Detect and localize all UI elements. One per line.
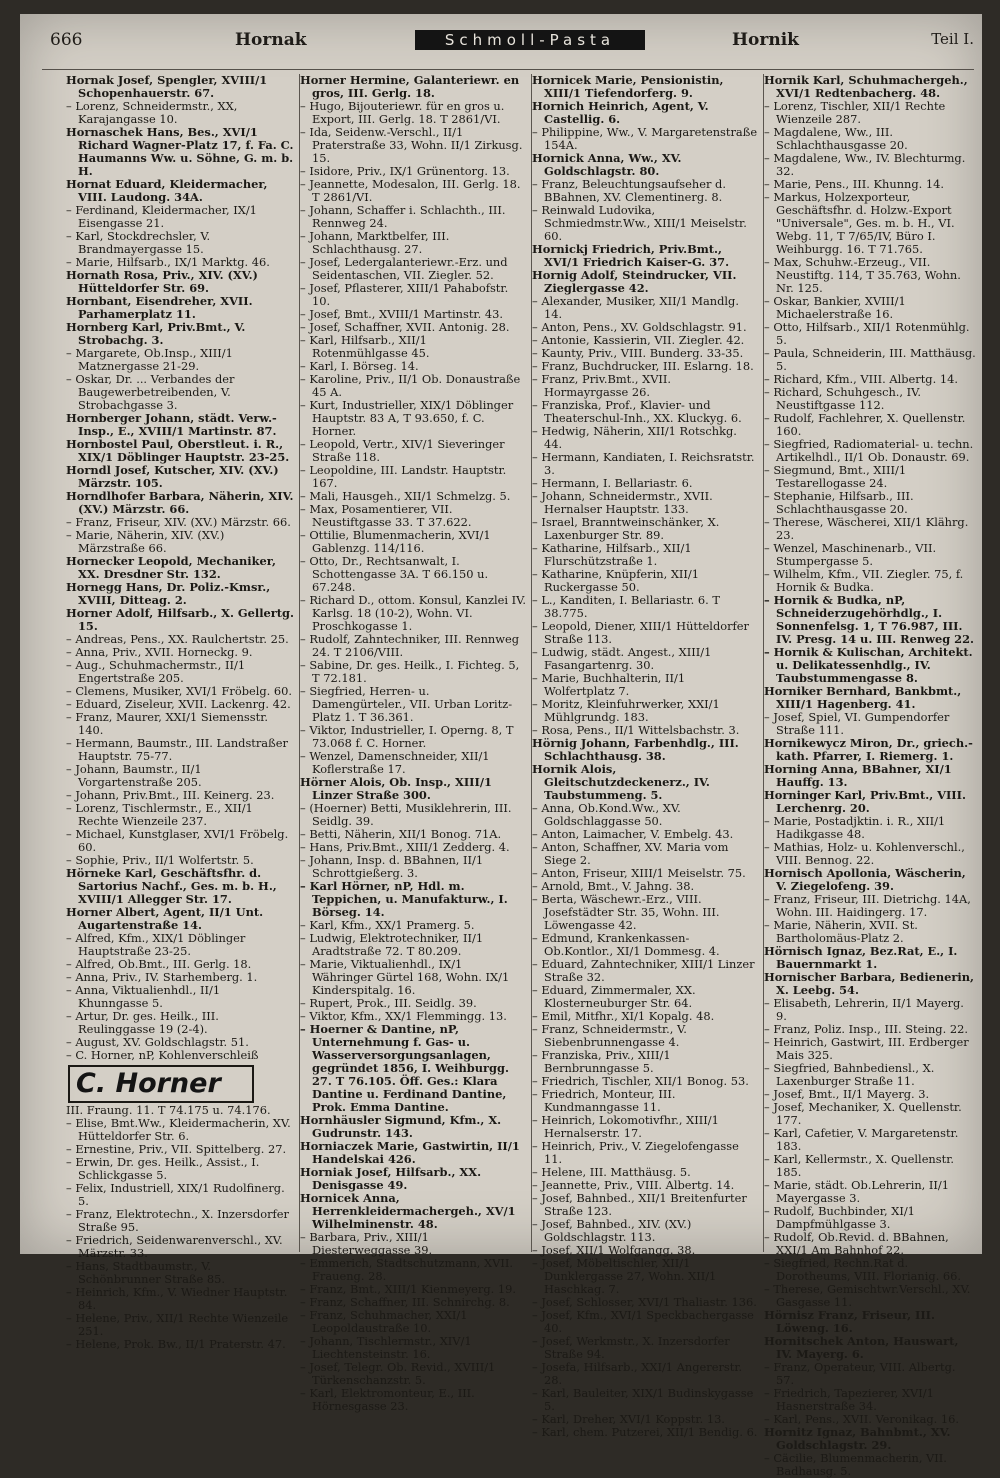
directory-entry: – Wenzel, Damenschneider, XII/1 Koflerstraße 17. (300, 749, 490, 776)
directory-entry: Hornick Anna, Ww., XV. Goldschlagstr. 80. (532, 151, 682, 178)
directory-entry: – Oskar, Bankier, XVIII/1 Michaelerstraße 16. (764, 294, 906, 321)
directory-entry: – Franz, Schneidermstr., V. Siebenbrunnengasse 4. (532, 1022, 687, 1049)
directory-entry: – Rudolf, Buchbinder, XI/1 Dampfmühlgasse 3. (764, 1204, 915, 1231)
directory-entry: – Anna, Priv., IV. Starhemberg. 1. (66, 970, 258, 984)
directory-entry: – Rupert, Prok., III. Seidlg. 39. (300, 996, 477, 1010)
directory-entry: – Eduard, Zimmermaler, XX. Klosterneuburger Str. 64. (532, 983, 696, 1010)
directory-entry: – Marie, Postadjktin. i. R., XII/1 Hadikgasse 48. (764, 814, 946, 841)
directory-entry: – Hermann, Kandiaten, I. Reichsratstr. 3. (532, 450, 755, 477)
directory-entry: – Magdalene, Ww., III. Schlachthausgasse 20. (764, 125, 908, 152)
directory-entry: – Johann, Insp. d. BBahnen, II/1 Schrottgießerg. 3. (300, 853, 484, 880)
directory-entry: Hornig Adolf, Steindrucker, VII. Zieglergasse 42. (532, 268, 737, 295)
header-rule (42, 69, 974, 70)
directory-entry: Horndl Josef, Kutscher, XIV. (XV.) Märzstr. 105. (66, 463, 279, 490)
directory-entry: – Anton, Laimacher, V. Embelg. 43. (532, 827, 734, 841)
directory-entry: Hornicek Anna, Herrenkleidermachergeh., XV/1 Wilhelminenstr. 48. (300, 1191, 516, 1231)
directory-entry: Hornbant, Eisendreher, XVII. Parhamerplatz 11. (66, 294, 253, 321)
directory-entry: – Stephanie, Hilfsarb., III. Schlachthausgasse 20. (764, 489, 914, 516)
directory-entry: Hornegg Hans, Dr. Poliz.-Kmsr., XVIII, Ditteag. 2. (66, 580, 271, 607)
directory-entry: – Leopold, Vertr., XIV/1 Sieveringer Straße 118. (300, 437, 505, 464)
directory-entry: – Johann, Baumstr., II/1 Vorgartenstraße 205. (66, 762, 202, 789)
directory-entry: Horning Anna, BBahner, XI/1 Hauffg. 13. (764, 762, 952, 789)
directory-entry: – Karl, Elektromonteur, E., III. Hörnesgasse 23. (300, 1386, 475, 1413)
directory-entry: – Hermann, I. Bellariastr. 6. (532, 476, 693, 490)
directory-entry: Hornberger Johann, städt. Verw.-Insp., E., XVIII/1 Martinstr. 87. (66, 411, 277, 438)
directory-entry: Hörnisch Ignaz, Bez.Rat, E., I. Bauernmarkt 1. (764, 944, 958, 971)
directory-entry: – Magdalene, Ww., IV. Blechturmg. 32. (764, 151, 966, 178)
directory-entry: – Hornik & Budka, nP, Schneiderzugehörhdlg., I. Sonnenfelsg. 1, T 76.987, III. IV. Presg. 14 u. III. Renweg 22. (764, 593, 974, 646)
directory-entry: Hornberg Karl, Priv.Bmt., V. Strobachg. 3. (66, 320, 246, 347)
directory-entry: – Franz, Bmt., XIII/1 Kienmeyerg. 19. (300, 1282, 516, 1296)
directory-entry: – Ida, Seidenw.-Verschl., II/1 Praterstraße 33, Wohn. II/1 Zirkusg. 15. (300, 125, 523, 165)
directory-entry: Hornickj Friedrich, Priv.Bmt., XVI/1 Friedrich Kaiser-G. 37. (532, 242, 730, 269)
directory-entry: – Josef, Schaffner, XVII. Antonig. 28. (300, 320, 510, 334)
directory-entry: – Karl, Dreher, XVI/1 Koppstr. 13. (532, 1412, 725, 1426)
directory-entry: Horniker Bernhard, Bankbmt., XIII/1 Hagenberg. 41. (764, 684, 962, 711)
directory-entry: – Franz, Friseur, III. Dietrichg. 14A, Wohn. III. Haidingerg. 17. (764, 892, 971, 919)
directory-entry: – Karl, Cafetier, V. Margaretenstr. 183. (764, 1126, 959, 1153)
directory-entry: – Siegmund, Bmt., XIII/1 Testarellogasse 24. (764, 463, 907, 490)
directory-entry: III. Fraung. 11. T 74.175 u. 74.176. (66, 1103, 271, 1117)
directory-entry: – Katharine, Knüpferin, XII/1 Ruckergasse 50. (532, 567, 700, 594)
directory-entry: – Franz, Operateur, VIII. Albertg. 57. (764, 1360, 956, 1387)
directory-entry: – Wenzel, Maschinenarb., VII. Stumpergasse 5. (764, 541, 937, 568)
directory-entry: – Rosa, Pens., II/1 Wittelsbachstr. 3. (532, 723, 740, 737)
directory-entry: – Josef, Bmt., XVIII/1 Martinstr. 43. (300, 307, 503, 321)
directory-entry: – Felix, Industriell, XIX/1 Rudolfinerg. 5. (66, 1181, 285, 1208)
directory-entry: – Markus, Holzexporteur, Geschäftsfhr. d. Holzw.-Export "Universale", Ges. m. b. H., VI. Webg. 11, T 7/65/IV, Büro I. Weihburgg. 16. T 71.765. (764, 190, 955, 256)
directory-entry: – Erwin, Dr. ges. Heilk., Assist., I. Schlickgasse 5. (66, 1155, 260, 1182)
directory-entry: – Franz, Schuhmacher, XXI/1 Leopoldaustraße 10. (300, 1308, 468, 1335)
directory-entry: – Paula, Schneiderin, III. Matthäusg. 5. (764, 346, 976, 373)
directory-entry: – Helene, Priv., XII/1 Rechte Wienzeile 251. (66, 1311, 289, 1338)
directory-entry: – Friedrich, Monteur, III. Kundmanngasse 11. (532, 1087, 676, 1114)
directory-entry: – Sabine, Dr. ges. Heilk., I. Fichteg. 5, T 72.181. (300, 658, 520, 685)
directory-entry: – Rudolf, Ob.Revid. d. BBahnen, XXI/1 Am Bahnhof 22. (764, 1230, 949, 1257)
directory-entry: – Franz, Priv.Bmt., XVII. Hormayrgasse 26. (532, 372, 672, 399)
directory-entry: – Rudolf, Zahntechniker, III. Rennweg 24. T 2106/VIII. (300, 632, 520, 659)
directory-entry: – Friedrich, Tapezierer, XVI/1 Hasnerstraße 34. (764, 1386, 934, 1413)
directory-entry: Horner Adolf, Hilfsarb., X. Gellertg. 15. (66, 606, 294, 633)
directory-entry: – Marie, Pens., III. Khunng. 14. (764, 177, 945, 191)
directory-entry: – Franz, Buchdrucker, III. Eslarng. 18. (532, 359, 754, 373)
directory-entry: – Karl, Kellermstr., X. Quellenstr. 185. (764, 1152, 955, 1179)
directory-entry: – Ludwig, städt. Angest., XIII/1 Fasangartenrg. 30. (532, 645, 712, 672)
directory-entry: – Josef, Mechaniker, X. Quellenstr. 177. (764, 1100, 962, 1127)
directory-entry: – Johann, Schneidermstr., XVII. Hernalser Hauptstr. 133. (532, 489, 713, 516)
directory-entry: – Johann, Priv.Bmt., III. Keinerg. 23. (66, 788, 275, 802)
directory-entry: – Johann, Schaffer i. Schlachth., III. Rennweg 24. (300, 203, 506, 230)
directory-entry: – Josef, Möbeltischler, XII/1 Dunklergasse 27, Wohn. XII/1 Haschkag. 7. (532, 1256, 717, 1296)
directory-entry: – August, XV. Goldschlagstr. 51. (66, 1035, 249, 1049)
directory-entry: Horner Hermine, Galanteriewr. en gros, III. Gerlg. 18. (300, 73, 520, 100)
directory-entry: – Elise, Bmt.Ww., Kleidermacherin, XV. Hütteldorfer Str. 6. (66, 1116, 291, 1143)
directory-entry: – Hoerner & Dantine, nP, Unternehmung f. Gas- u. Wasserversorgungsanlagen, gegründet 1856, I. Weihburgg. 27. T 76.105. Öff. Ges.: Klara Dantine u. Ferdinand Dantine, Prok. Emma Dantine. (300, 1022, 509, 1114)
directory-entry: – Karl, Kfm., XX/1 Pramerg. 5. (300, 918, 475, 932)
directory-entry: – Hedwig, Näherin, XII/1 Rotschkg. 44. (532, 424, 737, 451)
directory-entry: Hornecker Leopold, Mechaniker, XX. Dresdner Str. 132. (66, 554, 276, 581)
directory-entry: – Elisabeth, Lehrerin, II/1 Mayerg. 9. (764, 996, 964, 1023)
directory-entry: – Richard, Schuhgesch., IV. Neustiftgasse 112. (764, 385, 922, 412)
directory-entry: – Helene, III. Matthäusg. 5. (532, 1165, 691, 1179)
directory-entry: – Therese, Gemischtwr.Verschl., XV. Gasgasse 11. (764, 1282, 971, 1309)
directory-entry: – Franz, Friseur, XIV. (XV.) Märzstr. 66. (66, 515, 291, 529)
directory-entry: – Aug., Schuhmachermstr., II/1 Engertstraße 205. (66, 658, 246, 685)
directory-entry: Hörneke Karl, Geschäftsfhr. d. Sartorius Nachf., Ges. m. b. H., XVIII/1 Allegger Str. 17. (66, 866, 277, 906)
column-3 (532, 73, 764, 1439)
directory-entry: – Max, Posamentierer, VII. Neustiftgasse 33. T 37.622. (300, 502, 472, 529)
directory-entry: – Alexander, Musiker, XII/1 Mandlg. 14. (532, 294, 739, 321)
directory-entry: – L., Kanditen, I. Bellariastr. 6. T 38.775. (532, 593, 720, 620)
ad-banner: Schmoll-Pasta (415, 30, 645, 50)
directory-entry: Hornikewycz Miron, Dr., griech.-kath. Pfarrer, I. Riemerg. 1. (764, 736, 973, 763)
directory-entry: – Andreas, Pens., XX. Raulchertstr. 25. (66, 632, 289, 646)
directory-entry: – Max, Schuhw.-Erzeug., VII. Neustiftg. 114, T 35.763, Wohn. Nr. 125. (764, 255, 961, 295)
directory-entry: – Antonie, Kassierin, VII. Ziegler. 42. (532, 333, 745, 347)
directory-entry: – Marie, Buchhalterin, II/1 Wolfertplatz 7. (532, 671, 686, 698)
directory-entry: – Josef, Pflasterer, XIII/1 Pahabofstr. 10. (300, 281, 509, 308)
directory-entry: – Moritz, Kleinfuhrwerker, XXI/1 Mühlgrundg. 183. (532, 697, 720, 724)
part-label: Teil I. (931, 30, 974, 48)
directory-entry: – Franz, Elektrotechn., X. Inzersdorfer Straße 95. (66, 1207, 289, 1234)
directory-entry: – Ottilie, Blumenmacherin, XVI/1 Gablenzg. 114/116. (300, 528, 491, 555)
directory-entry: – Anna, Viktualienhdl., II/1 Khunngasse 5. (66, 983, 221, 1010)
directory-entry: – Mali, Hausgeh., XII/1 Schmelzg. 5. (300, 489, 511, 503)
directory-entry: Hörner Alois, Ob. Insp., XIII/1 Linzer Straße 300. (300, 775, 492, 802)
directory-entry: – Josef, Kfm., XVI/1 Speckbachergasse 40. (532, 1308, 754, 1335)
directory-entry: – Marie, Näherin, XIV. (XV.) Märzstraße 66. (66, 528, 225, 555)
directory-entry: – Barbara, Priv., XIII/1 Diesterweggasse 39. (300, 1230, 433, 1257)
directory-entry: – Friedrich, Seidenwarenverschl., XV. Märzstr. 33. (66, 1233, 283, 1260)
directory-entry: – Hans, Priv.Bmt., XIII/1 Zedderg. 4. (300, 840, 510, 854)
directory-entry: – Ferdinand, Kleidermacher, IX/1 Eisengasse 21. (66, 203, 257, 230)
directory-entry: – Margarete, Ob.Insp., XIII/1 Matznergasse 21-29. (66, 346, 233, 373)
directory-entry: – Siegfried, Radiomaterial- u. techn. Artikelhdl., II/1 Ob. Donaustr. 69. (764, 437, 974, 464)
directory-entry: – Anna, Ob.Kond.Ww., XV. Goldschlaggasse 50. (532, 801, 681, 828)
directory-entry: – Oskar, Dr. ... Verbandes der Baugewerbetreibenden, V. Strobachgasse 3. (66, 372, 235, 412)
directory-entry: – Anna, Priv., XVII. Horneckg. 9. (66, 645, 253, 659)
directory-entry: – Emil, Mitfhr., XI/1 Kopalg. 48. (532, 1009, 715, 1023)
directory-entry: Hörnisz Franz, Friseur, III. Löweng. 16. (764, 1308, 935, 1335)
directory-entry: – Viktor, Kfm., XX/1 Flemmingg. 13. (300, 1009, 507, 1023)
directory-entry: – Josef, Bmt., II/1 Mayerg. 3. (764, 1087, 930, 1101)
directory-entry: – Michael, Kunstglaser, XVI/1 Fröbelg. 60. (66, 827, 289, 854)
running-head-left: Hornak (235, 30, 307, 50)
directory-entry: – Karl, Hilfsarb., XII/1 Rotenmühlgasse 45. (300, 333, 430, 360)
directory-entry: – Jeannette, Priv., VIII. Albertg. 14. (532, 1178, 735, 1192)
directory-entry: – Franz, Schaffner, III. Schnirchg. 8. (300, 1295, 510, 1309)
directory-entry: Hornaschek Hans, Bes., XVI/1 Richard Wagner-Platz 17, f. Fa. C. Haumanns Ww. u. Söhne, G. m. b. H. (66, 125, 294, 178)
directory-entry: Hornik Karl, Schuhmachergeh., XVI/1 Redtenbacherg. 48. (764, 73, 968, 100)
directory-entry: Horniak Josef, Hilfsarb., XX. Denisgasse 49. (300, 1165, 482, 1192)
directory-entry: – Katharine, Hilfsarb., XII/1 Flurschützstraße 1. (532, 541, 692, 568)
directory-entry: – Lorenz, Tischler, XII/1 Rechte Wienzeile 287. (764, 99, 946, 126)
directory-entry: – Cäcilie, Blumenmacherin, VII. Badhausg. 5. (764, 1451, 947, 1478)
directory-entry: – Lorenz, Schneidermstr., XX, Karajangasse 10. (66, 99, 238, 126)
directory-entry: – Emmerich, Stadtschutzmann, XVII. Fraueng. 28. (300, 1256, 513, 1283)
directory-page (20, 14, 982, 1478)
directory-entry: Hornak Josef, Spengler, XVIII/1 Schopenhauerstr. 67. (66, 73, 268, 100)
directory-entry: – (Hoerner) Betti, Musiklehrerin, III. Seidlg. 39. (300, 801, 512, 828)
directory-entry: Hornich Heinrich, Agent, V. Castellig. 6. (532, 99, 709, 126)
directory-entry: – Heinrich, Lokomotivfhr., XIII/1 Hernalserstr. 17. (532, 1113, 719, 1140)
directory-entry: Horniaczek Marie, Gastwirtin, II/1 Handelskai 426. (300, 1139, 520, 1166)
directory-entry: – Josef, XII/1 Wolfgangg. 38. (532, 1243, 696, 1257)
directory-entry: Horner Albert, Agent, II/1 Unt. Augartenstraße 14. (66, 905, 264, 932)
directory-entry: – Leopoldine, III. Landstr. Hauptstr. 167. (300, 463, 507, 490)
directory-entry: – Karl, I. Börseg. 14. (300, 359, 419, 373)
directory-entry: – Hugo, Bijouteriewr. für en gros u. Export, III. Gerlg. 18. T 2861/VI. (300, 99, 505, 126)
directory-entry: – Helene, Prok. Bw., II/1 Praterstr. 47. (66, 1337, 286, 1351)
directory-entry: – Johann, Tischlermstr., XIV/1 Liechtensteinstr. 16. (300, 1334, 472, 1361)
directory-entry: – Ludwig, Elektrotechniker, II/1 Aradtstraße 72. T 80.209. (300, 931, 484, 958)
directory-entry: – Josef, Ledergalanteriewr.-Erz. und Seidentaschen, VII. Ziegler. 52. (300, 255, 508, 282)
directory-entry: – Wilhelm, Kfm., VII. Ziegler. 75, f. Hornik & Budka. (764, 567, 964, 594)
directory-entry: – Edmund, Krankenkassen-Ob.Kontlor., XI/1 Dommesg. 4. (532, 931, 720, 958)
directory-entry: – Josef, Bahnbed., XIV. (XV.) Goldschlagstr. 113. (532, 1217, 692, 1244)
directory-entry: – Philippine, Ww., V. Margaretenstraße 154A. (532, 125, 758, 152)
directory-entry: Hornitschek Anton, Hauswart, IV. Mayerg. 6. (764, 1334, 959, 1361)
directory-entry: Hörnig Johann, Farbenhdlg., III. Schlachthausg. 38. (532, 736, 739, 763)
directory-entry: Hornbostel Paul, Oberstleut. i. R., XIX/1 Döblinger Hauptstr. 23-25. (66, 437, 290, 464)
directory-entry: – Hornik & Kulischan, Architekt. u. Delikatessenhdlg., IV. Taubstummengasse 8. (764, 645, 973, 685)
directory-entry: – Artur, Dr. ges. Heilk., III. Reulinggasse 19 (2-4). (66, 1009, 219, 1036)
directory-entry: – Karl, Stockdrechsler, V. Brandmayergasse 15. (66, 229, 211, 256)
directory-entry: – Hermann, Baumstr., III. Landstraßer Hauptstr. 75-77. (66, 736, 288, 763)
directory-entry: Hornisch Apollonia, Wäscherin, V. Ziegelofeng. 39. (764, 866, 966, 893)
directory-entry: – Josef, Telegr. Ob. Revid., XVIII/1 Türkenschanzstr. 5. (300, 1360, 496, 1387)
directory-entry: – Ernestine, Priv., VII. Spittelberg. 27. (66, 1142, 287, 1156)
directory-entry: Hornhäusler Sigmund, Kfm., X. Gudrunstr. 143. (300, 1113, 502, 1140)
directory-entry: – Karl, Bauleiter, XIX/1 Budinskygasse 5. (532, 1386, 754, 1413)
running-head-right: Hornik (732, 30, 799, 50)
directory-entry: – Siegfried, Bahnbediensl., X. Laxenburger Straße 11. (764, 1061, 935, 1088)
directory-entry: Hornischer Barbara, Bedienerin, X. Leebg. 54. (764, 970, 974, 997)
directory-entry: – Marie, Näherin, XVII. St. Bartholomäus-Platz 2. (764, 918, 918, 945)
directory-entry: – Josef, Schlosser, XVI/1 Thaliastr. 136. (532, 1295, 757, 1309)
directory-entry: – Eduard, Ziseleur, XVII. Lackenrg. 42. (66, 697, 291, 711)
directory-entry: – Heinrich, Priv., V. Ziegelofengasse 11. (532, 1139, 739, 1166)
directory-entry: – Arnold, Bmt., V. Jahng. 38. (532, 879, 695, 893)
directory-entry: – Otto, Dr., Rechtsanwalt, I. Schottengasse 3A. T 66.150 u. 67.248. (300, 554, 489, 594)
directory-entry: – Alfred, Kfm., XIX/1 Döblinger Hauptstraße 23-25. (66, 931, 246, 958)
advertisement-box: C. Horner (68, 1065, 254, 1103)
directory-entry: – Clemens, Musiker, XVI/1 Fröbelg. 60. (66, 684, 293, 698)
directory-entry: – Mathias, Holz- u. Kohlenverschl., VIII. Bennog. 22. (764, 840, 965, 867)
directory-entry: – Josefa, Hilfsarb., XXI/1 Angererstr. 28. (532, 1360, 743, 1387)
directory-entry: – Karl, chem. Putzerei, XII/1 Bendig. 6. (532, 1425, 758, 1439)
directory-entry: – C. Horner, nP, Kohlenverschleiß (66, 1048, 259, 1062)
directory-entry: – Heinrich, Gastwirt, III. Erdberger Mais 325. (764, 1035, 969, 1062)
directory-entry: Horndlhofer Barbara, Näherin, XIV. (XV.) Märzstr. 66. (66, 489, 294, 516)
directory-entry: – Franz, Beleuchtungsaufseher d. BBahnen, XV. Clementinerg. 8. (532, 177, 726, 204)
directory-entry: – Sophie, Priv., II/1 Wolfertstr. 5. (66, 853, 254, 867)
directory-entry: – Viktor, Industrieller, I. Operng. 8, T 73.068 f. C. Horner. (300, 723, 514, 750)
directory-entry: – Alfred, Ob.Bmt., III. Gerlg. 18. (66, 957, 252, 971)
directory-entry: – Josef, Spiel, VI. Gumpendorfer Straße 111. (764, 710, 950, 737)
column-2 (300, 73, 532, 1413)
directory-entry: – Berta, Wäschewr.-Erz., VIII. Josefstädter Str. 35, Wohn. III. Löwengasse 42. (532, 892, 720, 932)
directory-entry: – Eduard, Zahntechniker, XIII/1 Linzer Straße 32. (532, 957, 755, 984)
directory-entry: – Karl, Pens., XVII. Veronikag. 16. (764, 1412, 960, 1426)
page-number: 666 (50, 30, 83, 50)
directory-entry: – Hans, Stadtbaumstr., V. Schönbrunner Straße 85. (66, 1259, 225, 1286)
directory-entry: – Anton, Pens., XV. Goldschlagstr. 91. (532, 320, 747, 334)
directory-entry: – Siegfried, Rechn.Rat d. Dorotheums, VIII. Florianig. 66. (764, 1256, 962, 1283)
directory-entry: – Franziska, Priv., XIII/1 Bernbrunngasse 5. (532, 1048, 671, 1075)
directory-entry: – Marie, Viktualienhdl., IX/1 Währinger Gürtel 168, Wohn. IX/1 Kinderspitalg. 16. (300, 957, 510, 997)
directory-entry: – Jeannette, Modesalon, III. Gerlg. 18. T 2861/VI. (300, 177, 521, 204)
directory-entry: – Kurt, Industrieller, XIX/1 Döblinger Hauptstr. 83 A, T 93.650, f. C. Horner. (300, 398, 514, 438)
directory-entry: – Israel, Branntweinschänker, X. Laxenburger Str. 89. (532, 515, 720, 542)
directory-entry: – Richard D., ottom. Konsul, Kanzlei IV. Karlsg. 18 (10-2), Wohn. VI. Proschkogasse 1. (300, 593, 527, 633)
directory-entry: – Franz, Maurer, XXI/1 Siemensstr. 140. (66, 710, 269, 737)
directory-entry: Hornat Eduard, Kleidermacher, VIII. Laudong. 34A. (66, 177, 268, 204)
directory-entry: – Karl Hörner, nP, Hdl. m. Teppichen, u. Manufakturw., I. Börseg. 14. (300, 879, 508, 919)
directory-entry: – Franz, Poliz. Insp., III. Steing. 22. (764, 1022, 968, 1036)
directory-entry: – Richard, Kfm., VIII. Albertg. 14. (764, 372, 958, 386)
directory-entry: – Otto, Hilfsarb., XII/1 Rotenmühlg. 5. (764, 320, 970, 347)
directory-entry: – Siegfried, Herren- u. Damengürteler., VII. Urban Loritz-Platz 1. T 36.361. (300, 684, 513, 724)
column-1 (66, 73, 300, 1351)
directory-entry: – Marie, städt. Ob.Lehrerin, II/1 Mayergasse 3. (764, 1178, 949, 1205)
directory-entry: – Josef, Werkmstr., X. Inzersdorfer Straße 94. (532, 1334, 730, 1361)
page-header (20, 14, 982, 70)
directory-entry: – Anton, Friseur, XIII/1 Meiselstr. 75. (532, 866, 746, 880)
directory-entry: Hornik Alois, Gleitschutzdeckenerz., IV. Taubstummeng. 5. (532, 762, 710, 802)
directory-entry: – Friedrich, Tischler, XII/1 Bonog. 53. (532, 1074, 749, 1088)
directory-entry: Horninger Karl, Priv.Bmt., VIII. Lerchenrg. 20. (764, 788, 966, 815)
directory-entry: – Betti, Näherin, XII/1 Bonog. 71A. (300, 827, 502, 841)
directory-entry: – Josef, Bahnbed., XII/1 Breitenfurter Straße 123. (532, 1191, 747, 1218)
directory-entry: Hornath Rosa, Priv., XIV. (XV.) Hütteldorfer Str. 69. (66, 268, 258, 295)
directory-entry: – Reinwald Ludovika, Schmiedmstr.Ww., XIII/1 Meiselstr. 60. (532, 203, 747, 243)
directory-entry: – Heinrich, Kfm., V. Wiedner Hauptstr. 84. (66, 1285, 288, 1312)
directory-entry: – Anton, Schaffner, XV. Maria vom Siege 2. (532, 840, 729, 867)
directory-entry: Hornitz Ignaz, Bahnbmt., XV. Goldschlagstr. 29. (764, 1425, 951, 1452)
directory-entry: – Lorenz, Tischlermstr., E., XII/1 Rechte Wienzeile 237. (66, 801, 253, 828)
directory-entry: Hornicek Marie, Pensionistin, XIII/1 Tiefendorferg. 9. (532, 73, 724, 100)
directory-entry: – Johann, Marktbelfer, III. Schlachthausg. 27. (300, 229, 450, 256)
directory-entry: – Marie, Hilfsarb., IX/1 Marktg. 46. (66, 255, 270, 269)
column-4 (764, 73, 982, 1478)
directory-entry: – Therese, Wäscherei, XII/1 Klährg. 23. (764, 515, 969, 542)
directory-entry: – Leopold, Diener, XIII/1 Hütteldorfer Straße 113. (532, 619, 749, 646)
directory-entry: – Isidore, Priv., IX/1 Grünentorg. 13. (300, 164, 510, 178)
directory-entry: – Kaunty, Priv., VIII. Bunderg. 33-35. (532, 346, 744, 360)
directory-entry: – Franziska, Prof., Klavier- und Theaterschul-Inh., XX. Kluckyg. 6. (532, 398, 742, 425)
directory-entry: – Karoline, Priv., II/1 Ob. Donaustraße 45 A. (300, 372, 521, 399)
directory-entry: – Rudolf, Fachlehrer, X. Quellenstr. 160. (764, 411, 966, 438)
